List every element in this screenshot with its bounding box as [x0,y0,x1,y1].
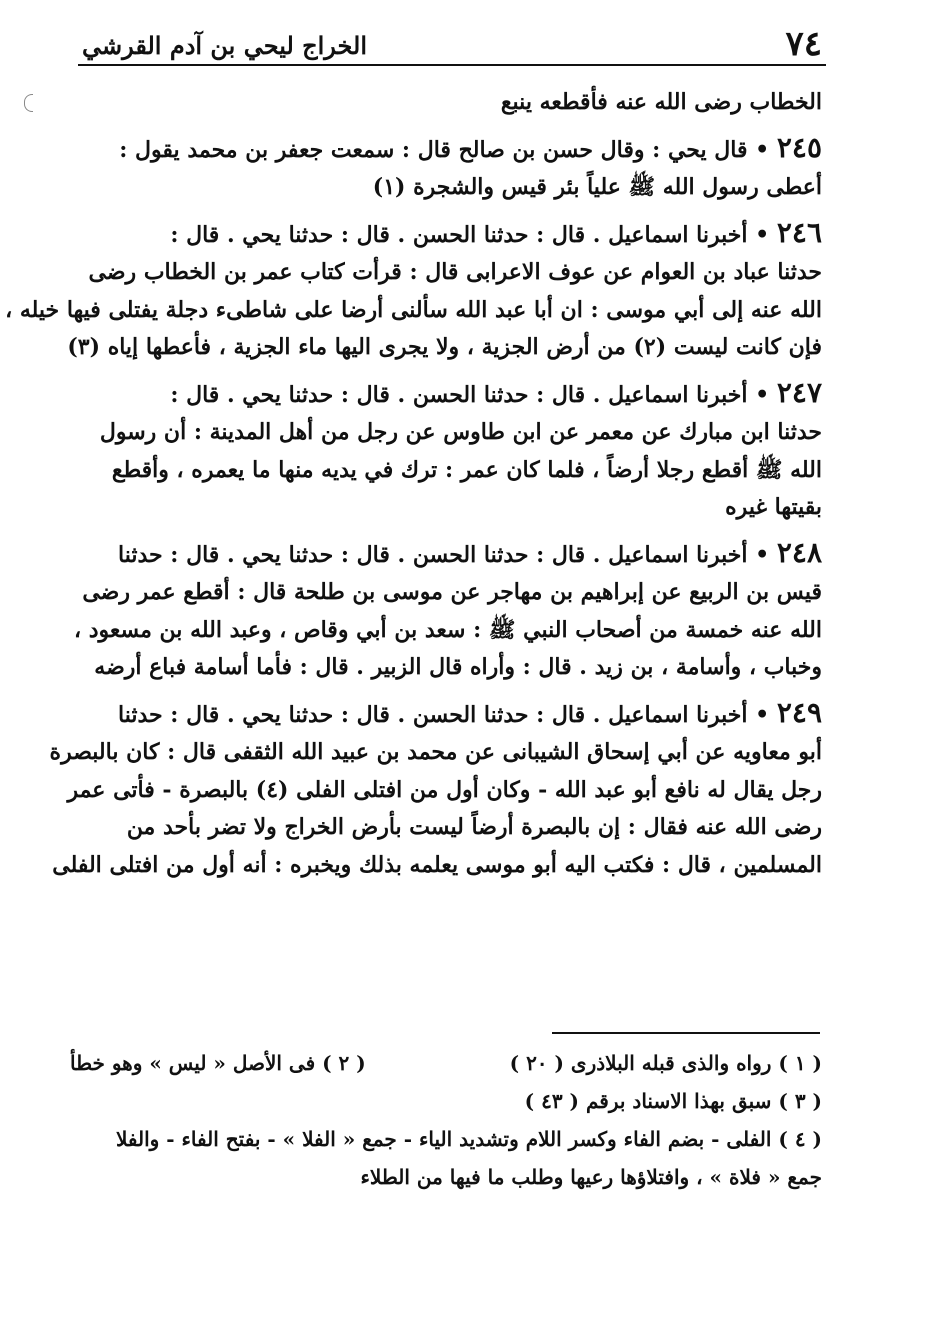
main-text [5,84,822,884]
entry-248 [70,534,822,687]
footnote-1: ( ١ ) رواه والذى قبله البلاذرى ( ٢٠ ) [509,1051,822,1075]
entry-number: ٢٤٩ [776,695,822,729]
entry-249 [49,694,822,885]
page-number: ٧٤ [785,24,822,64]
entry-line: أعطى رسول الله ﷺ علياً بئر قيس والشجرة (١) [372,174,822,200]
entry-number: ٢٤٧ [776,375,822,409]
entry-line [70,214,822,255]
entry-line: أبو معاويه عن أبي إسحاق الشيبانى عن محمد بن عبيد الله الثقفى قال : كان بالبصرة [49,739,822,765]
page-header [82,12,822,64]
footnote-4-line-1: ( ٤ ) الفلى - بضم الفاء وكسر اللام وتشديد الياء - جمع « الفلا » - بفتح الفاء - والفلا [115,1127,822,1151]
entry-245 [70,129,822,207]
entry-text: • أخبرنا اسماعيل . قال : حدثنا الحسن . قال : حدثنا يحي . قال : حدثنا [118,701,770,728]
entry-line: رضى الله عنه فقال : إن بالبصرة أرضاً ليست بأرض الخراج ولا تضر بأحد من [126,814,822,840]
footnote-row [70,1082,822,1120]
entry-line: الله عنه خمسة من أصحاب النبي ﷺ : سعد بن أبي وقاص ، وعبد الله بن مسعود ، [73,616,822,643]
footnote-rule [552,1032,820,1034]
entry-line: قيس بن الربيع عن إبراهيم بن مهاجر عن موسى بن طلحة قال : أقطع عمر رضى [82,579,822,605]
header-rule [78,64,826,66]
entry-line [70,534,822,575]
entry-line: الله ﷺ أقطع رجلا أرضاً ، فلما كان عمر : ترك في يديه منها ما يعمره ، وأقطع [111,456,822,483]
entry-line: المسلمين ، قال : فكتب اليه أبو موسى يعلمه بذلك ويخبره : أنه أول من افتلى الفلى [52,851,822,878]
running-title: الخراج ليحي بن آدم القرشي [82,31,367,60]
intro-line: الخطاب رضى الله عنه فأقطعه ينبع [500,89,822,115]
entry-text: • أخبرنا اسماعيل . قال : حدثنا الحسن . قال : حدثنا يحي . قال : [170,221,770,248]
footnotes [70,1044,822,1196]
entry-line: حدثنا ابن مبارك عن معمر عن ابن طاوس عن رجل من أهل المدينة : أن رسول [99,419,822,445]
entry-line: حدثنا عباد بن العوام عن عوف الاعرابى قال : قرأت كتاب عمر بن الخطاب رضى [88,259,822,285]
entry-line [70,129,822,170]
entry-number: ٢٤٦ [776,215,822,249]
entry-text: • قال يحي : وقال حسن بن صالح قال : سمعت جعفر بن محمد يقول : [119,136,770,163]
entry-number: ٢٤٥ [776,130,822,164]
entry-line: وخباب ، وأسامة ، بن زيد . قال : وأراه قال الزبير . قال : فأما أسامة فباع أرضه [94,654,822,680]
footnote-4-line-2: جمع « فلاة » ، وافتلاؤها رعيها وطلب ما فيها من الطلاء [360,1165,822,1189]
footnote-3: ( ٣ ) سبق بهذا الاسناد برقم ( ٤٣ ) [524,1089,822,1113]
entry-line: رجل يقال له نافع أبو عبد الله - وكان أول من افتلى الفلى (٤) بالبصرة - فأتى عمر [67,776,822,803]
footnote-2: ( ٢ ) فى الأصل « ليس » وهو خطأ [70,1051,366,1075]
entry-247 [70,374,822,527]
entry-text: • أخبرنا اسماعيل . قال : حدثنا الحسن . قال : حدثنا يحي . قال : [170,381,770,408]
entry-246 [5,214,822,367]
entry-line: فإن كانت ليست (٢) من أرض الجزية ، ولا يجرى اليها ماء الجزية ، فأعطها إياه (٣) [67,334,822,360]
footnote-row [70,1044,822,1082]
entry-text: • أخبرنا اسماعيل . قال : حدثنا الحسن . قال : حدثنا يحي . قال : حدثنا [118,541,770,568]
entry-line [70,694,822,735]
margin-mark [24,94,33,112]
entry-number: ٢٤٨ [776,535,822,569]
entry-line: بقيتها غيره [725,494,822,520]
entry-line: الله عنه إلى أبي موسى : ان أبا عبد الله سألنى أرضا على شاطىء دجلة يفتلى فيها خيله ، [5,296,822,323]
entry-line [70,374,822,415]
